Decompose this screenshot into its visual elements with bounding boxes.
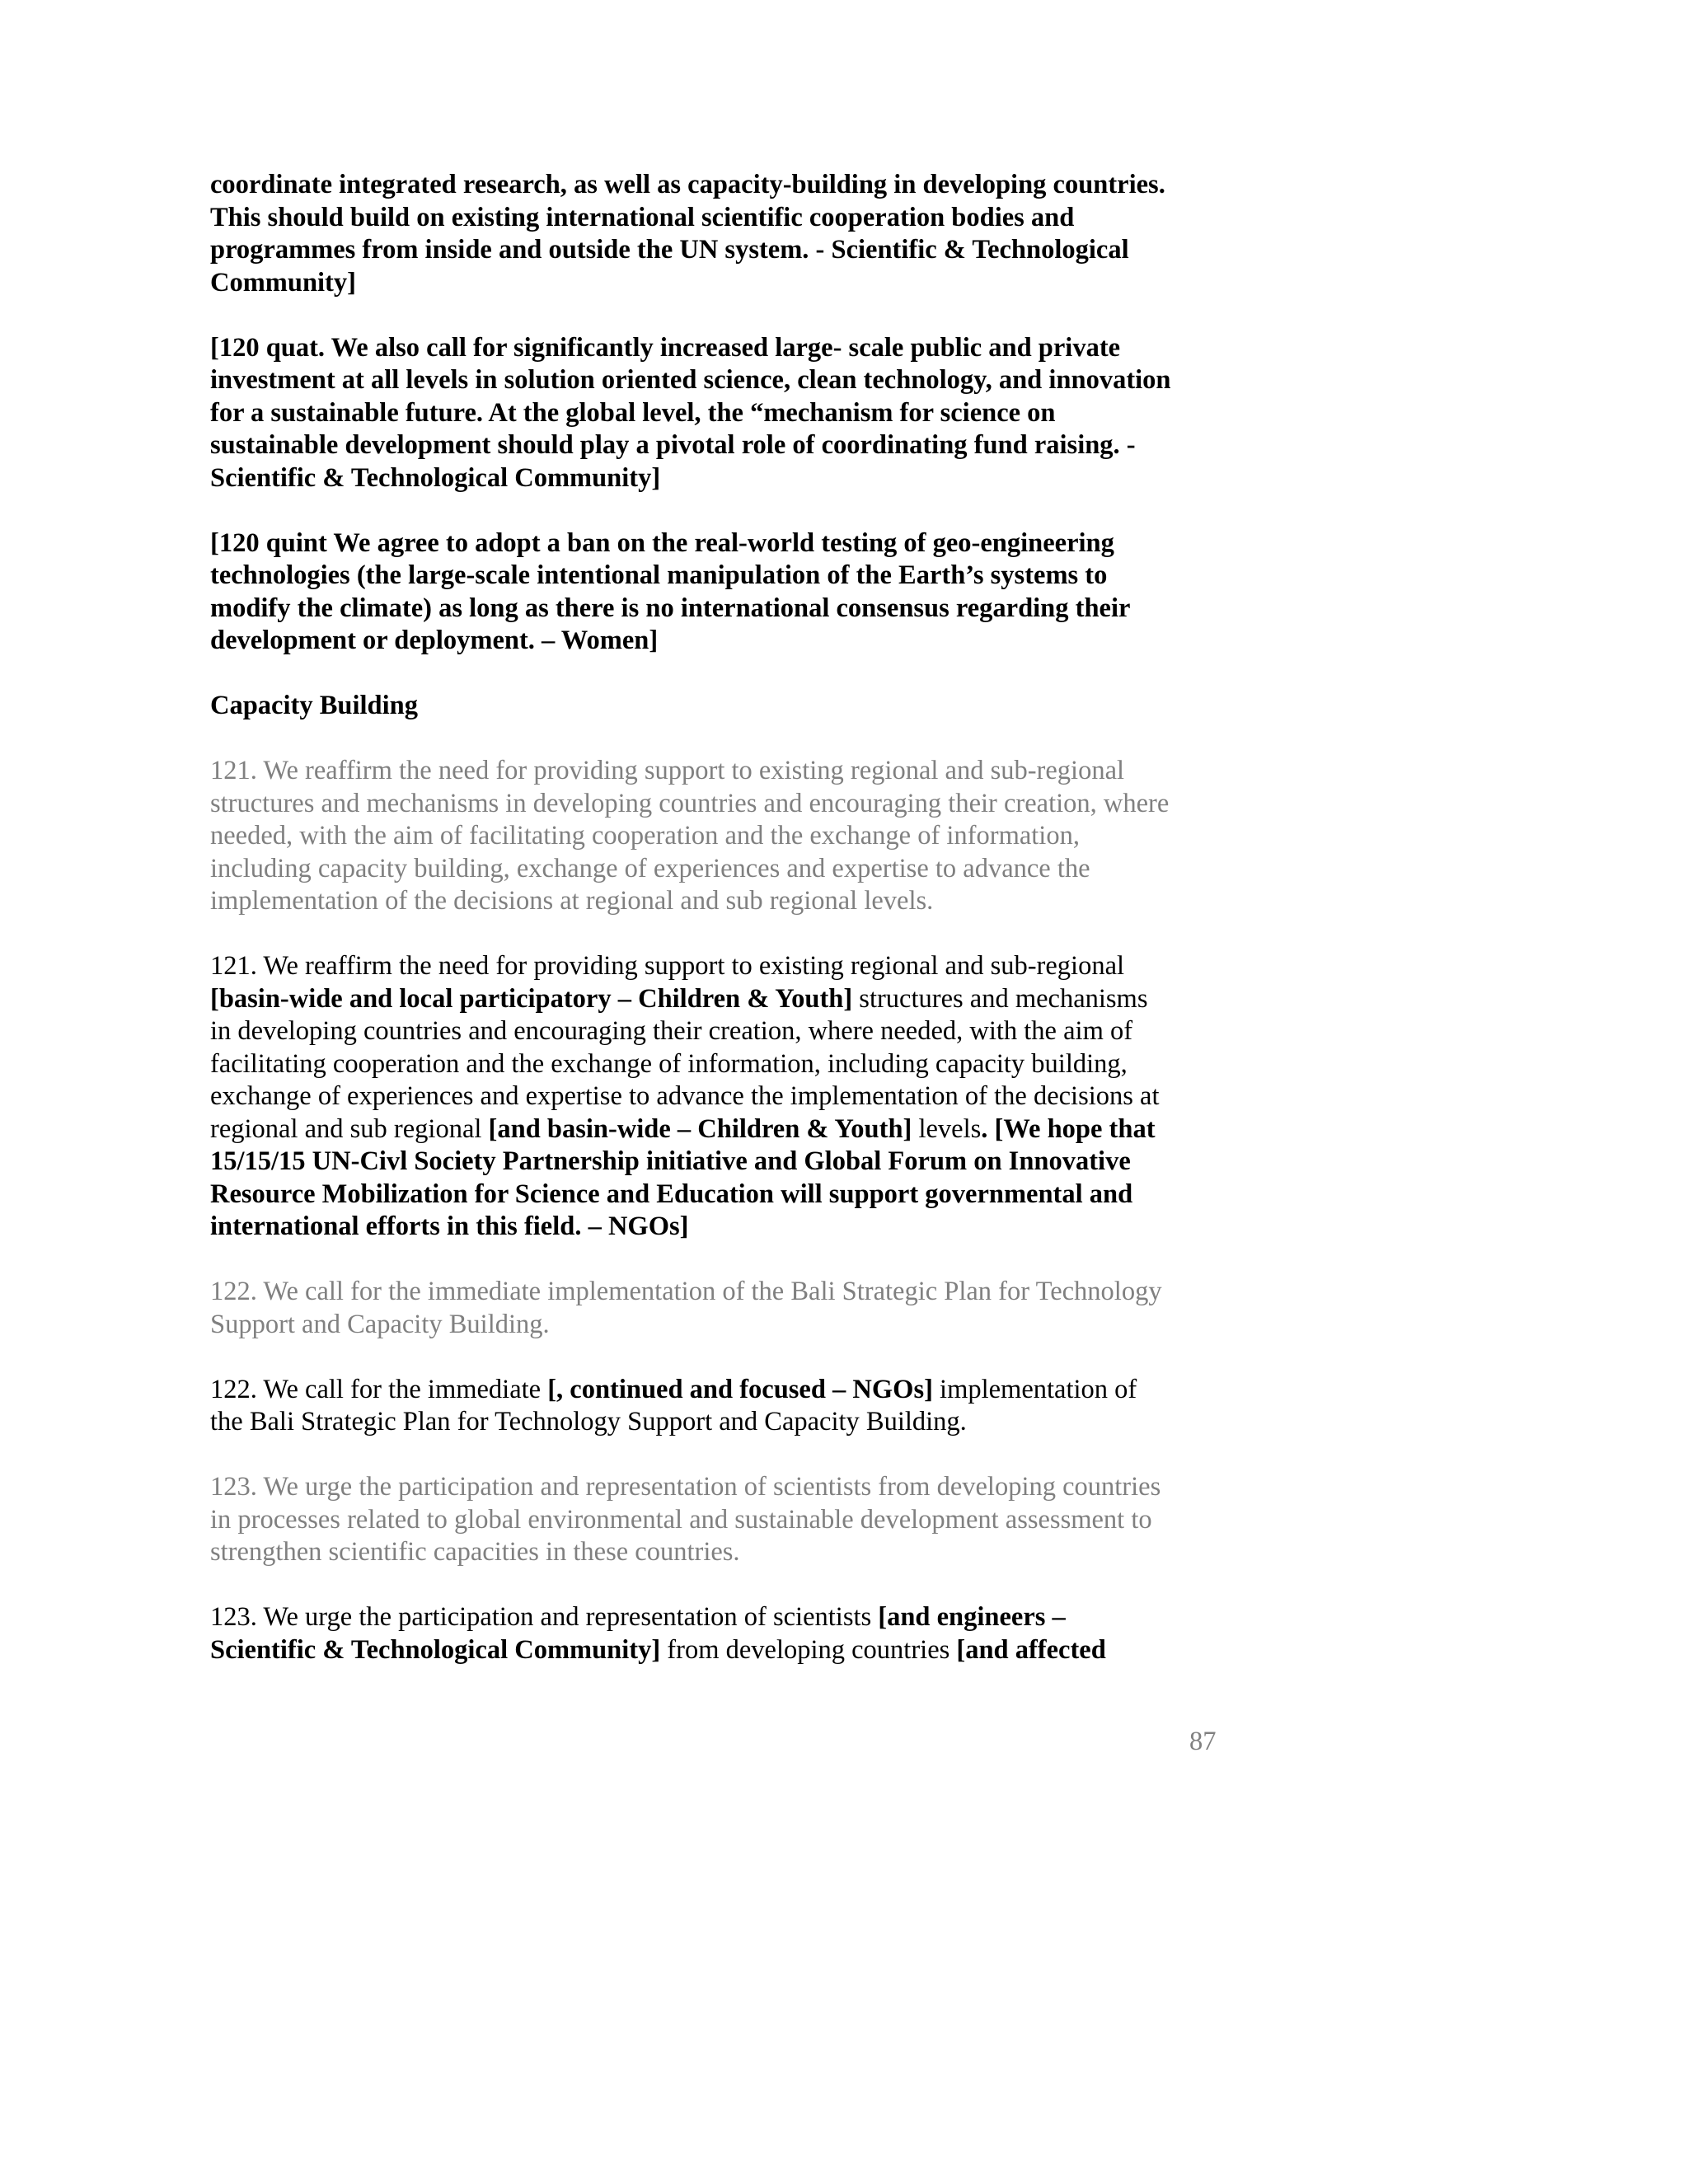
text-line: needed, with the aim of facilitating cooperation and the exchange of information,: [210, 821, 1080, 851]
text-line: structures and mechanisms in developing countries and encouraging their creation, where: [210, 788, 1170, 818]
text-line: facilitating cooperation and the exchange of information, including capacity building,: [210, 1048, 1128, 1079]
text-line: Scientific & Technological Community]: [210, 462, 661, 493]
text-span: regional and sub regional: [210, 1113, 489, 1144]
text-line: implementation of the decisions at regional and sub regional levels.: [210, 886, 934, 916]
text-span: 122. We call for the immediate: [210, 1374, 548, 1404]
paragraph-122-original: [210, 1276, 1240, 1341]
text-line: 15/15/15 UN-Civl Society Partnership initiative and Global Forum on Innovative: [210, 1146, 1131, 1176]
paragraph-scientific-cooperation: [210, 169, 1240, 299]
text-line: programmes from inside and outside the UN system. - Scientific & Technological: [210, 235, 1129, 265]
paragraph-120-quat: [210, 332, 1240, 495]
text-line: sustainable development should play a pivotal role of coordinating fund raising. -: [210, 430, 1136, 460]
inserted-text: Scientific & Technological Community]: [210, 1634, 661, 1665]
text-line: Community]: [210, 267, 356, 298]
text-line: for a sustainable future. At the global level, the “mechanism for science on: [210, 397, 1056, 428]
text-line: investment at all levels in solution oriented science, clean technology, and innovation: [210, 365, 1171, 395]
text-line: coordinate integrated research, as well as capacity-building in developing countries.: [210, 170, 1165, 199]
document-page: [210, 169, 1240, 1699]
text-line: Resource Mobilization for Science and Education will support governmental and: [210, 1179, 1133, 1209]
text-line: [210, 1601, 1240, 1634]
paragraph-120-quint: [210, 527, 1240, 658]
inserted-text: [and basin-wide – Children & Youth]: [488, 1113, 912, 1144]
text-line: [120 quint We agree to adopt a ban on the real-world testing of geo-engineering: [210, 527, 1114, 558]
text-line: in developing countries and encouraging their creation, where needed, with the aim of: [210, 1016, 1133, 1046]
text-line: strengthen scientific capacities in these countries.: [210, 1537, 740, 1567]
paragraph-123-original: [210, 1471, 1240, 1569]
text-line: 123. We urge the participation and representation of scientists from developing countries: [210, 1472, 1161, 1502]
paragraph-121-original: [210, 755, 1240, 918]
text-span: structures and mechanisms: [852, 983, 1148, 1014]
inserted-text: [basin-wide and local participatory – Children & Youth]: [210, 983, 853, 1014]
inserted-text: [and affected: [956, 1634, 1106, 1665]
text-line: exchange of experiences and expertise to advance the implementation of the decisions at: [210, 1081, 1160, 1111]
inserted-text: [and engineers –: [878, 1602, 1066, 1632]
text-line: including capacity building, exchange of experiences and expertise to advance the: [210, 853, 1090, 883]
page-number: 87: [1189, 1727, 1217, 1756]
text-line: [210, 1374, 1240, 1407]
text-line: development or deployment. – Women]: [210, 626, 659, 655]
text-line: 122. We call for the immediate implementation of the Bali Strategic Plan for Technology: [210, 1277, 1162, 1306]
text-line: in processes related to global environmental and sustainable development assessment to: [210, 1504, 1152, 1535]
text-line: Support and Capacity Building.: [210, 1309, 550, 1339]
text-line: [120 quat. We also call for significantly increased large- scale public and private: [210, 332, 1121, 363]
text-line: 121. We reaffirm the need for providing support to existing regional and sub-regional: [210, 756, 1125, 785]
text-line: technologies (the large-scale intentional manipulation of the Earth’s systems to: [210, 560, 1108, 590]
text-span: implementation of: [932, 1374, 1137, 1404]
text-line: [210, 983, 1240, 1016]
section-heading: Capacity Building: [210, 691, 418, 720]
inserted-text: [, continued and focused – NGOs]: [547, 1374, 933, 1404]
paragraph-121-revised: [210, 950, 1240, 1244]
paragraph-122-revised: [210, 1374, 1240, 1439]
text-line: [210, 1634, 1240, 1667]
text-span: levels: [912, 1113, 982, 1144]
text-line: international efforts in this field. – NGOs]: [210, 1212, 689, 1241]
text-span: 123. We urge the participation and representation of scientists: [210, 1602, 879, 1632]
paragraph-123-revised: [210, 1601, 1240, 1666]
text-line: This should build on existing international scientific cooperation bodies and: [210, 202, 1075, 232]
text-line: 121. We reaffirm the need for providing support to existing regional and sub-regional: [210, 951, 1125, 981]
inserted-text: . [We hope that: [981, 1113, 1156, 1144]
text-line: modify the climate) as long as there is no international consensus regarding their: [210, 593, 1131, 623]
text-line: [210, 1113, 1240, 1146]
text-line: the Bali Strategic Plan for Technology Support and Capacity Building.: [210, 1407, 967, 1436]
text-span: from developing countries: [660, 1634, 957, 1665]
